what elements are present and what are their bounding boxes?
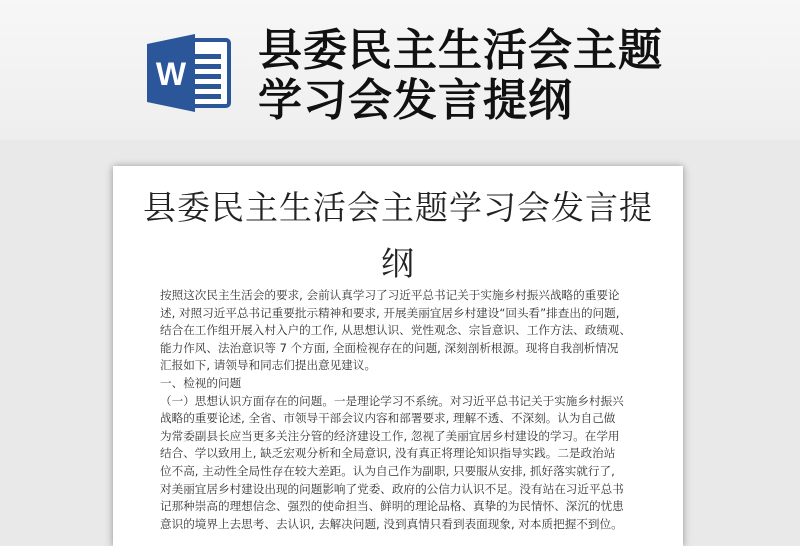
body-line: （一）思想认识方面存在的问题。一是理论学习不系统。对习近平总书记关于实施乡村振兴 [160,393,624,408]
document-body [160,287,650,533]
document-title-line-2: 纲 [381,244,415,283]
header-banner [0,0,800,140]
body-line: 为常委副县长应当更多关注分管的经济建设工作, 忽视了美丽宜居乡村建设的学习。在学用 [160,428,620,443]
body-line: 记那种崇高的理想信念、强烈的使命担当、鲜明的理论品格、真挚的为民情怀、深沉的忧患 [160,499,624,514]
body-line: 战略的重要论述, 全省、市领导干部会议内容和部署要求, 理解不透、不深刻。认为自己做 [160,411,616,426]
word-icon [145,30,233,116]
body-line: 位不高, 主动性全局性存在较大差距。认为自己作为副职, 只要服从安排, 抓好落实就行了, [160,463,615,478]
body-line: 汇报如下, 请领导和同志们提出意见建议。 [160,358,377,373]
body-line: 对美丽宜居乡村建设出现的问题影响了党委、政府的公信力认识不足。没有站在习近平总书 [160,481,624,496]
body-line: 意识的境界上去思考、去认识, 去解决问题, 没到真情只看到表面现象, 对本质把握不到位。 [160,516,623,531]
banner-title-line-1: 县委民主生活会主题 [258,25,663,76]
body-line: 按照这次民主生活会的要求, 会前认真学习了习近平总书记关于实施乡村振兴战略的重要论 [160,288,620,302]
body-line: 能力作风、法治意识等 7 个方面, 全面检视存在的问题, 深刻剖析根源。现将自我剖析情况 [160,340,619,355]
body-line: 述, 对照习近平总书记重要批示精神和要求, 开展美丽宜居乡村建设“回头看”排查出的问题, [160,305,620,320]
document-title-line-1: 县委民主生活会主题学习会发言提 [143,188,653,227]
banner-title [258,26,778,126]
document-title [113,180,683,292]
body-line: 结合、学以致用上, 缺乏宏观分析和全局意识, 没有真正将理论知识指导实践。二是政治站 [160,446,616,461]
section-heading: 一、检视的问题 [160,375,242,390]
banner-title-line-2: 学习会发言提纲 [258,75,573,126]
document-page [113,166,683,546]
body-line: 结合在工作组开展入村入户的工作, 从思想认识、党性观念、宗旨意识、工作方法、政绩观、 [160,323,632,338]
word-logo-letter: W [155,56,187,92]
